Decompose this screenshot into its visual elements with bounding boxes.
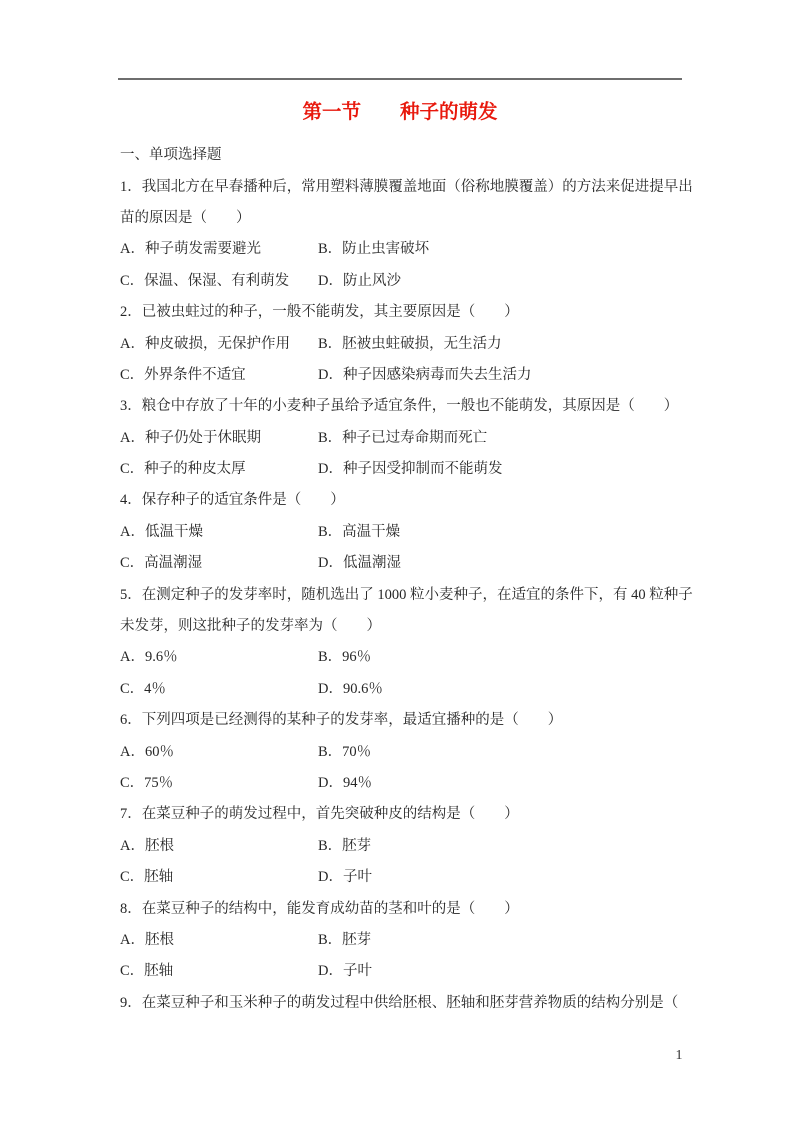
question-block bbox=[120, 389, 686, 483]
question-block bbox=[120, 703, 686, 797]
option-row bbox=[120, 954, 686, 985]
option: D．种子因受抑制而不能萌发 bbox=[318, 461, 503, 478]
question-block bbox=[120, 577, 693, 703]
header-divider-line bbox=[118, 78, 682, 80]
option: B．防止虫害破坏 bbox=[318, 241, 430, 258]
option-row bbox=[120, 515, 686, 546]
question-text: 4．保存种子的适宜条件是（ ） bbox=[120, 492, 345, 509]
question-text: 7．在菜豆种子的萌发过程中，首先突破种皮的结构是（ ） bbox=[120, 806, 519, 823]
question-text: 3．粮仓中存放了十年的小麦种子虽给予适宜条件，一般也不能萌发，其原因是（ ） bbox=[120, 398, 679, 415]
option: C．外界条件不适宜 bbox=[120, 366, 246, 383]
question-block bbox=[120, 483, 686, 577]
option: D．子叶 bbox=[318, 963, 372, 980]
option: D．子叶 bbox=[318, 869, 372, 886]
page-title: 第一节 种子的萌发 bbox=[302, 102, 498, 123]
option: D．90.6％ bbox=[318, 680, 383, 697]
option-row bbox=[120, 923, 686, 954]
option-row bbox=[120, 766, 686, 797]
option: C．胚轴 bbox=[120, 963, 174, 980]
option: B．种子已过寿命期而死亡 bbox=[318, 429, 488, 446]
option-row bbox=[120, 358, 686, 389]
question-text: 2．已被虫蛀过的种子，一般不能萌发，其主要原因是（ ） bbox=[120, 304, 519, 321]
question-text: 6．下列四项是已经测得的某种子的发芽率，最适宜播种的是（ ） bbox=[120, 712, 563, 729]
question-text: 5．在测定种子的发芽率时，随机选出了 1000 粒小麦种子，在适宜的条件下，有 40 粒种子 bbox=[120, 586, 693, 603]
section-heading: 一、单项选择题 bbox=[120, 147, 222, 164]
question-text: 9．在菜豆种子和玉米种子的萌发过程中供给胚根、胚轴和胚芽营养物质的结构分别是（ bbox=[120, 994, 679, 1011]
question-block bbox=[120, 797, 686, 891]
option: A．种子仍处于休眠期 bbox=[120, 429, 261, 446]
question-text: 未发芽，则这批种子的发芽率为（ ） bbox=[120, 618, 381, 635]
question-block bbox=[120, 169, 693, 295]
question-text: 苗的原因是（ ） bbox=[120, 209, 251, 226]
option: B．高温干燥 bbox=[318, 523, 401, 540]
option: A．种子萌发需要避光 bbox=[120, 241, 261, 258]
option-row bbox=[120, 672, 686, 703]
option-row bbox=[120, 640, 686, 671]
option-row bbox=[120, 264, 686, 295]
option-row bbox=[120, 421, 686, 452]
option: A．9.6％ bbox=[120, 649, 178, 666]
option: C．保温、保湿、有利萌发 bbox=[120, 272, 290, 289]
option: A．60％ bbox=[120, 743, 174, 760]
option: C．胚轴 bbox=[120, 869, 174, 886]
option: A．种皮破损，无保护作用 bbox=[120, 335, 290, 352]
option-row bbox=[120, 232, 686, 263]
questions-container bbox=[120, 169, 693, 1017]
question-block bbox=[120, 295, 686, 389]
option: C．75％ bbox=[120, 775, 174, 791]
option-row bbox=[120, 860, 686, 891]
option-row bbox=[120, 829, 686, 860]
option-row bbox=[120, 546, 686, 577]
option: D．防止风沙 bbox=[318, 272, 401, 289]
option: C．高温潮湿 bbox=[120, 555, 203, 572]
option: D．94％ bbox=[318, 775, 372, 791]
page-number: 1 bbox=[675, 1048, 683, 1063]
option-row bbox=[120, 452, 686, 483]
option: A．低温干燥 bbox=[120, 523, 203, 540]
option: C．4％ bbox=[120, 680, 166, 697]
question-block bbox=[120, 891, 686, 985]
option: A．胚根 bbox=[120, 931, 174, 948]
question-list bbox=[120, 138, 693, 1017]
option: B．70％ bbox=[318, 743, 372, 760]
option: C．种子的种皮太厚 bbox=[120, 461, 246, 478]
option-row bbox=[120, 326, 686, 357]
option: B．胚芽 bbox=[318, 837, 372, 854]
question-text: 8．在菜豆种子的结构中，能发育成幼苗的茎和叶的是（ ） bbox=[120, 900, 519, 917]
option: B．胚芽 bbox=[318, 931, 372, 948]
option: D．种子因感染病毒而失去生活力 bbox=[318, 366, 532, 383]
option: B．胚被虫蛀破损，无生活力 bbox=[318, 335, 502, 352]
question-text: 1．我国北方在早春播种后，常用塑料薄膜覆盖地面（俗称地膜覆盖）的方法来促进提早出 bbox=[120, 178, 693, 195]
option: B．96％ bbox=[318, 649, 372, 666]
option: A．胚根 bbox=[120, 837, 174, 854]
option-row bbox=[120, 734, 686, 765]
question-block bbox=[120, 986, 686, 1017]
option: D．低温潮湿 bbox=[318, 555, 401, 572]
